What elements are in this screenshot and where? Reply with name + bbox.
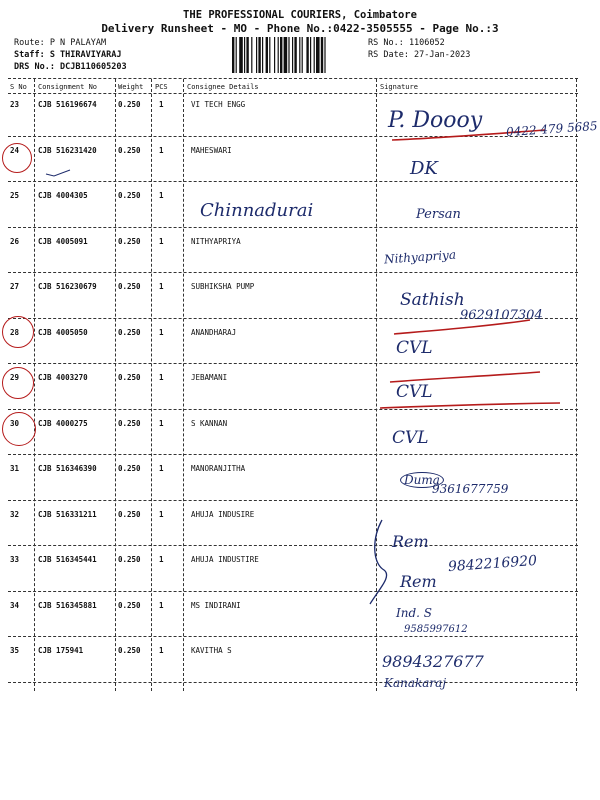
row-rule xyxy=(8,636,578,637)
handwritten-signature: Duma xyxy=(400,472,444,488)
cell-consignee: JEBAMANI xyxy=(191,373,228,382)
header-pcs: PCS xyxy=(155,83,168,91)
cell-consignment: CJB 516331211 xyxy=(38,509,97,519)
header-sno: S No xyxy=(10,83,27,91)
handwritten-signature: Persan xyxy=(416,207,461,222)
cell-consignment: CJB 516230679 xyxy=(38,282,97,291)
cell-weight: 0.250 xyxy=(118,236,141,246)
cell-consignee: VI TECH ENGG xyxy=(191,100,246,109)
cell-pcs: 1 xyxy=(159,282,164,291)
cell-consignment: CJB 516346390 xyxy=(38,464,97,473)
handwritten-signature: CVL xyxy=(396,338,433,358)
cell-sno: 27 xyxy=(10,282,20,291)
handwritten-phone: 9629107304 xyxy=(460,308,543,323)
red-circle-mark xyxy=(2,143,32,173)
cell-consignee: AHUJA INDUSTIRE xyxy=(191,555,259,564)
cell-pcs: 1 xyxy=(159,418,164,428)
cell-consignee: MANORANJITHA xyxy=(191,464,246,473)
cell-consignee: AHUJA INDUSIRE xyxy=(191,509,255,519)
cell-sno: 26 xyxy=(10,236,20,246)
cell-pcs: 1 xyxy=(159,191,164,200)
cell-weight: 0.250 xyxy=(118,555,141,564)
handwritten-signature: Rem xyxy=(392,532,429,551)
row-rule xyxy=(8,545,578,546)
handwritten-signature: Ind. S xyxy=(396,606,432,620)
cell-weight: 0.250 xyxy=(118,145,141,155)
cell-pcs: 1 xyxy=(159,555,164,564)
cell-consignment: CJB 4000275 xyxy=(38,418,88,428)
cell-consignment: CJB 175941 xyxy=(38,646,84,655)
cell-weight: 0.250 xyxy=(118,191,141,200)
cell-weight: 0.250 xyxy=(118,509,141,519)
red-circle-mark xyxy=(2,367,34,399)
row-rule xyxy=(8,591,578,592)
handwritten-signature: Kanakaraj xyxy=(384,676,447,690)
handwritten-phone: 9894327677 xyxy=(382,652,484,671)
cell-sno: 25 xyxy=(10,191,20,200)
cell-consignee: NITHYAPRIYA xyxy=(191,236,241,246)
cell-pcs: 1 xyxy=(159,236,164,246)
cell-sno: 29 xyxy=(10,373,20,382)
barcode-image xyxy=(232,37,360,73)
cell-consignee: MS INDIRANI xyxy=(191,600,241,610)
tick-mark xyxy=(44,168,74,178)
cell-weight: 0.250 xyxy=(118,100,141,109)
handwritten-signature: CVL xyxy=(396,382,433,402)
cell-pcs: 1 xyxy=(159,327,164,337)
row-rule xyxy=(8,454,578,455)
cell-consignee: MAHESWARI xyxy=(191,145,232,155)
col-divider xyxy=(115,79,116,691)
rs-number: RS No.: 1106052 xyxy=(368,38,445,48)
handwritten-phone: 9842216920 xyxy=(447,552,538,576)
cell-consignment: CJB 4005050 xyxy=(38,327,88,337)
col-divider xyxy=(183,79,184,691)
cell-sno: 34 xyxy=(10,600,20,610)
runsheet-title: Delivery Runsheet - MO - Phone No.:0422-3505555 - Page No.:3 xyxy=(101,22,499,35)
cell-consignment: CJB 4003270 xyxy=(38,373,88,382)
cell-sno: 33 xyxy=(10,555,20,564)
cell-pcs: 1 xyxy=(159,145,164,155)
cell-weight: 0.250 xyxy=(118,464,141,473)
handwritten-name: Chinnadurai xyxy=(200,200,314,221)
cell-pcs: 1 xyxy=(159,600,164,610)
cell-sno: 24 xyxy=(10,145,20,155)
cell-weight: 0.250 xyxy=(118,327,141,337)
handwritten-signature: P. Doooy xyxy=(388,108,483,133)
cell-consignee: ANANDHARAJ xyxy=(191,327,237,337)
header-consignment: Consignment No xyxy=(38,83,98,91)
cell-sno: 31 xyxy=(10,464,20,473)
route-label: Route: P N PALAYAM xyxy=(14,38,107,48)
handwritten-phone: 9585997612 xyxy=(404,624,468,635)
cell-consignment: CJB 516196674 xyxy=(38,100,97,109)
cell-consignment: CJB 4004305 xyxy=(38,191,88,200)
cell-weight: 0.250 xyxy=(118,373,141,382)
cell-consignment: CJB 516345441 xyxy=(38,555,97,564)
staff-label: Staff: S THIRAVIYARAJ xyxy=(14,50,122,60)
cell-sno: 32 xyxy=(10,509,20,519)
cell-pcs: 1 xyxy=(159,464,164,473)
cell-consignment: CJB 4005091 xyxy=(38,236,88,246)
cell-pcs: 1 xyxy=(159,373,164,382)
row-rule xyxy=(8,500,578,501)
cell-consignment: CJB 516231420 xyxy=(38,145,97,155)
handwritten-signature: Sathish xyxy=(400,290,465,310)
header-consignee: Consignee Details xyxy=(187,83,259,91)
cell-pcs: 1 xyxy=(159,100,164,109)
cell-weight: 0.250 xyxy=(118,418,141,428)
cell-pcs: 1 xyxy=(159,509,164,519)
cell-weight: 0.250 xyxy=(118,646,141,655)
cell-sno: 28 xyxy=(10,327,20,337)
handwritten-phone: 9361677759 xyxy=(432,482,509,496)
table-top-rule xyxy=(8,78,578,79)
cell-consignee: SUBHIKSHA PUMP xyxy=(191,282,255,291)
company-title: THE PROFESSIONAL COURIERS, Coimbatore xyxy=(183,9,417,21)
handwritten-signature: CVL xyxy=(392,428,429,448)
row-rule xyxy=(8,682,578,683)
cell-sno: 23 xyxy=(10,100,20,109)
header-weight: Weight xyxy=(118,83,144,91)
handwritten-phone: 0422 479 5685 xyxy=(505,118,599,140)
red-circle-mark xyxy=(2,412,36,446)
handwritten-signature: DK xyxy=(410,158,438,179)
handwritten-signature: Rem xyxy=(400,572,437,591)
cell-consignee: S KANNAN xyxy=(191,418,228,428)
cell-weight: 0.250 xyxy=(118,282,141,291)
red-circle-mark xyxy=(2,316,34,348)
cell-sno: 35 xyxy=(10,646,20,655)
cell-consignee: KAVITHA S xyxy=(191,646,232,655)
cell-sno: 30 xyxy=(10,418,20,428)
rs-date: RS Date: 27-Jan-2023 xyxy=(368,50,471,60)
handwritten-signature: Nithyapriya xyxy=(383,247,457,267)
drs-number: DRS No.: DCJB110605203 xyxy=(14,62,127,72)
header-signature: Signature xyxy=(380,83,418,91)
header-rule xyxy=(8,93,578,94)
cell-consignment: CJB 516345881 xyxy=(38,600,97,610)
cell-pcs: 1 xyxy=(159,646,164,655)
col-divider xyxy=(151,79,152,691)
cell-weight: 0.250 xyxy=(118,600,141,610)
col-divider xyxy=(34,79,35,691)
